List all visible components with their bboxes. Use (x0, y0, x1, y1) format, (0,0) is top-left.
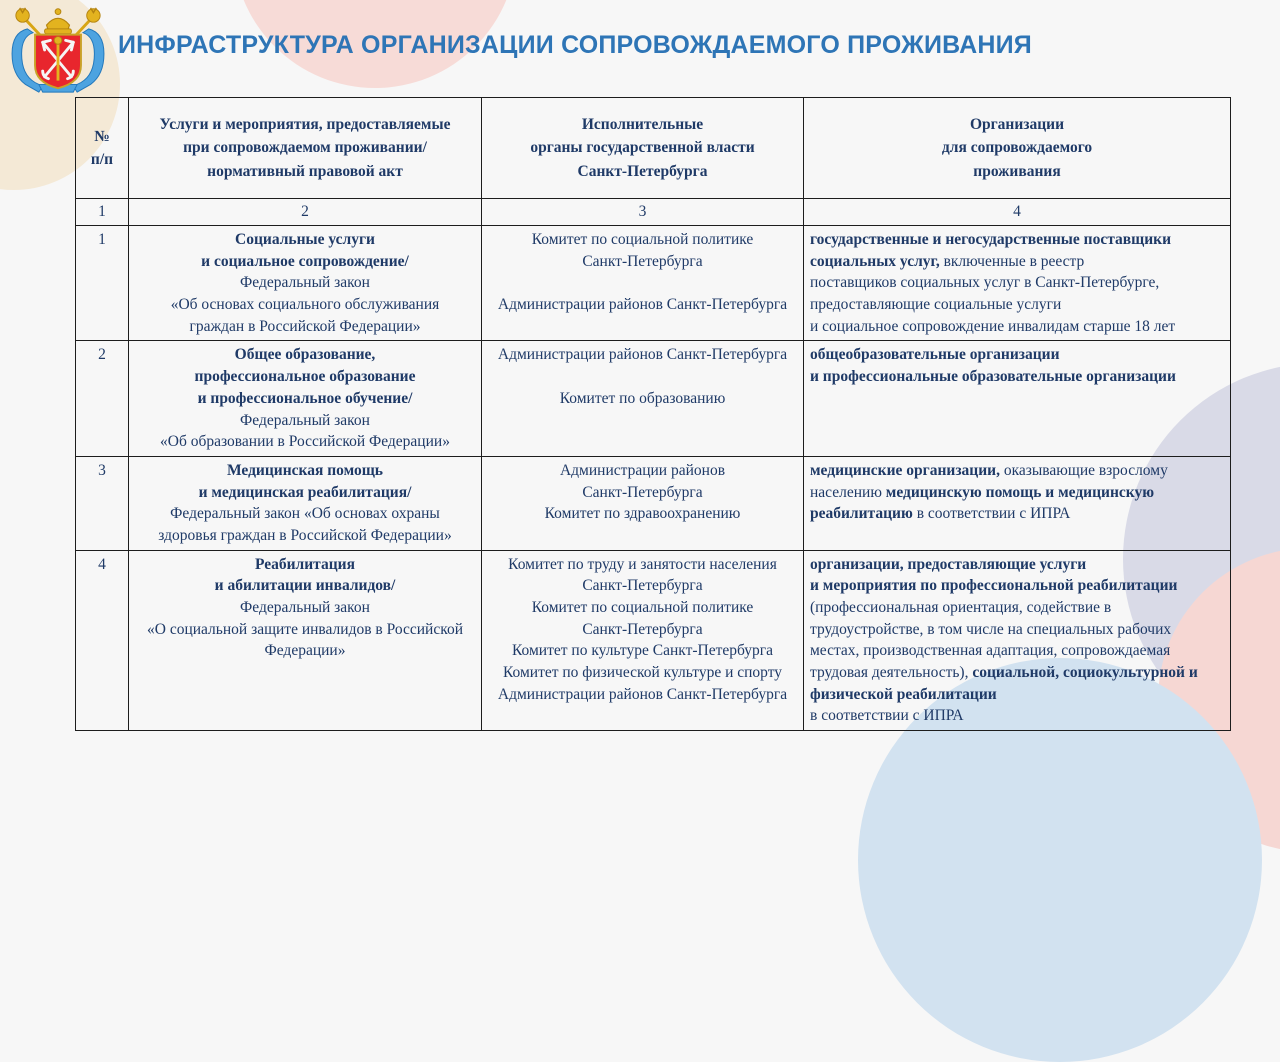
row-num: 2 (76, 341, 129, 456)
table-row (76, 550, 1231, 731)
cell-authorities-4: Комитет по труду и занятости населения Санкт-Петербурга Комитет по социальной политике Санкт-Петербурга Комитет по культуре Санкт-Петербурга Комитет по физической культуре и спорту Администрации районов Санкт-Петербурга (482, 550, 804, 731)
cell-organizations-4: организации, предоставляющие услуги и мероприятия по профессиональной реабилитации (профессиональная ориентация, содействие в трудоустройстве, в том числе на специальных рабочих местах, производственная адаптация, сопровождаемая трудовая деятельность), социальной, социокультурной и физической реабилитации в соответствии с ИПРА (804, 550, 1231, 731)
slide-header (0, 0, 1280, 97)
col-header-num: № п/п (76, 98, 129, 199)
col-header-services: Услуги и мероприятия, предоставляемые при сопровождаемом проживании/ нормативный правовой акт (129, 98, 482, 199)
cell-authorities-2: Администрации районов Санкт-Петербурга Комитет по образованию (482, 341, 804, 456)
col-number-num: 1 (76, 199, 129, 226)
col-number-authorities: 3 (482, 199, 804, 226)
table-row (76, 341, 1231, 456)
cell-services-4: Реабилитация и абилитации инвалидов/ Федеральный закон «О социальной защите инвалидов в Российской Федерации» (129, 550, 482, 731)
table-header-row (76, 98, 1231, 199)
cell-organizations-1: государственные и негосударственные поставщики социальных услуг, включенные в реестр поставщиков социальных услуг в Санкт-Петербурге, предоставляющие социальные услуги и социальное сопровождение инвалидам старше 18 лет (804, 226, 1231, 341)
cell-organizations-3: медицинские организации, оказывающие взрослому населению медицинскую помощь и медицинскую реабилитацию в соответствии с ИПРА (804, 456, 1231, 550)
row-num: 3 (76, 456, 129, 550)
cell-services-3: Медицинская помощь и медицинская реабилитация/ Федеральный закон «Об основах охраны здоровья граждан в Российской Федерации» (129, 456, 482, 550)
page-title: ИНФРАСТРУКТУРА ОРГАНИЗАЦИИ СОПРОВОЖДАЕМОГО ПРОЖИВАНИЯ (118, 31, 1032, 59)
column-number-row (76, 199, 1231, 226)
col-number-organizations: 4 (804, 199, 1231, 226)
col-header-organizations: Организации для сопровождаемого проживания (804, 98, 1231, 199)
cell-authorities-3: Администрации районов Санкт-Петербурга Комитет по здравоохранению (482, 456, 804, 550)
col-number-services: 2 (129, 199, 482, 226)
cell-services-1: Социальные услуги и социальное сопровождение/ Федеральный закон «Об основах социального обслуживания граждан в Российской Федерации» (129, 226, 482, 341)
table-row (76, 226, 1231, 341)
cell-organizations-2: общеобразовательные организации и профессиональные образовательные организации (804, 341, 1231, 456)
saint-petersburg-coat-of-arms-icon (10, 4, 106, 94)
row-num: 1 (76, 226, 129, 341)
table-row (76, 456, 1231, 550)
cell-services-2: Общее образование, профессиональное образование и профессиональное обучение/ Федеральный закон «Об образовании в Российской Федерации» (129, 341, 482, 456)
row-num: 4 (76, 550, 129, 731)
cell-authorities-1: Комитет по социальной политике Санкт-Петербурга Администрации районов Санкт-Петербурга (482, 226, 804, 341)
infrastructure-table (75, 97, 1231, 731)
col-header-authorities: Исполнительные органы государственной власти Санкт-Петербурга (482, 98, 804, 199)
